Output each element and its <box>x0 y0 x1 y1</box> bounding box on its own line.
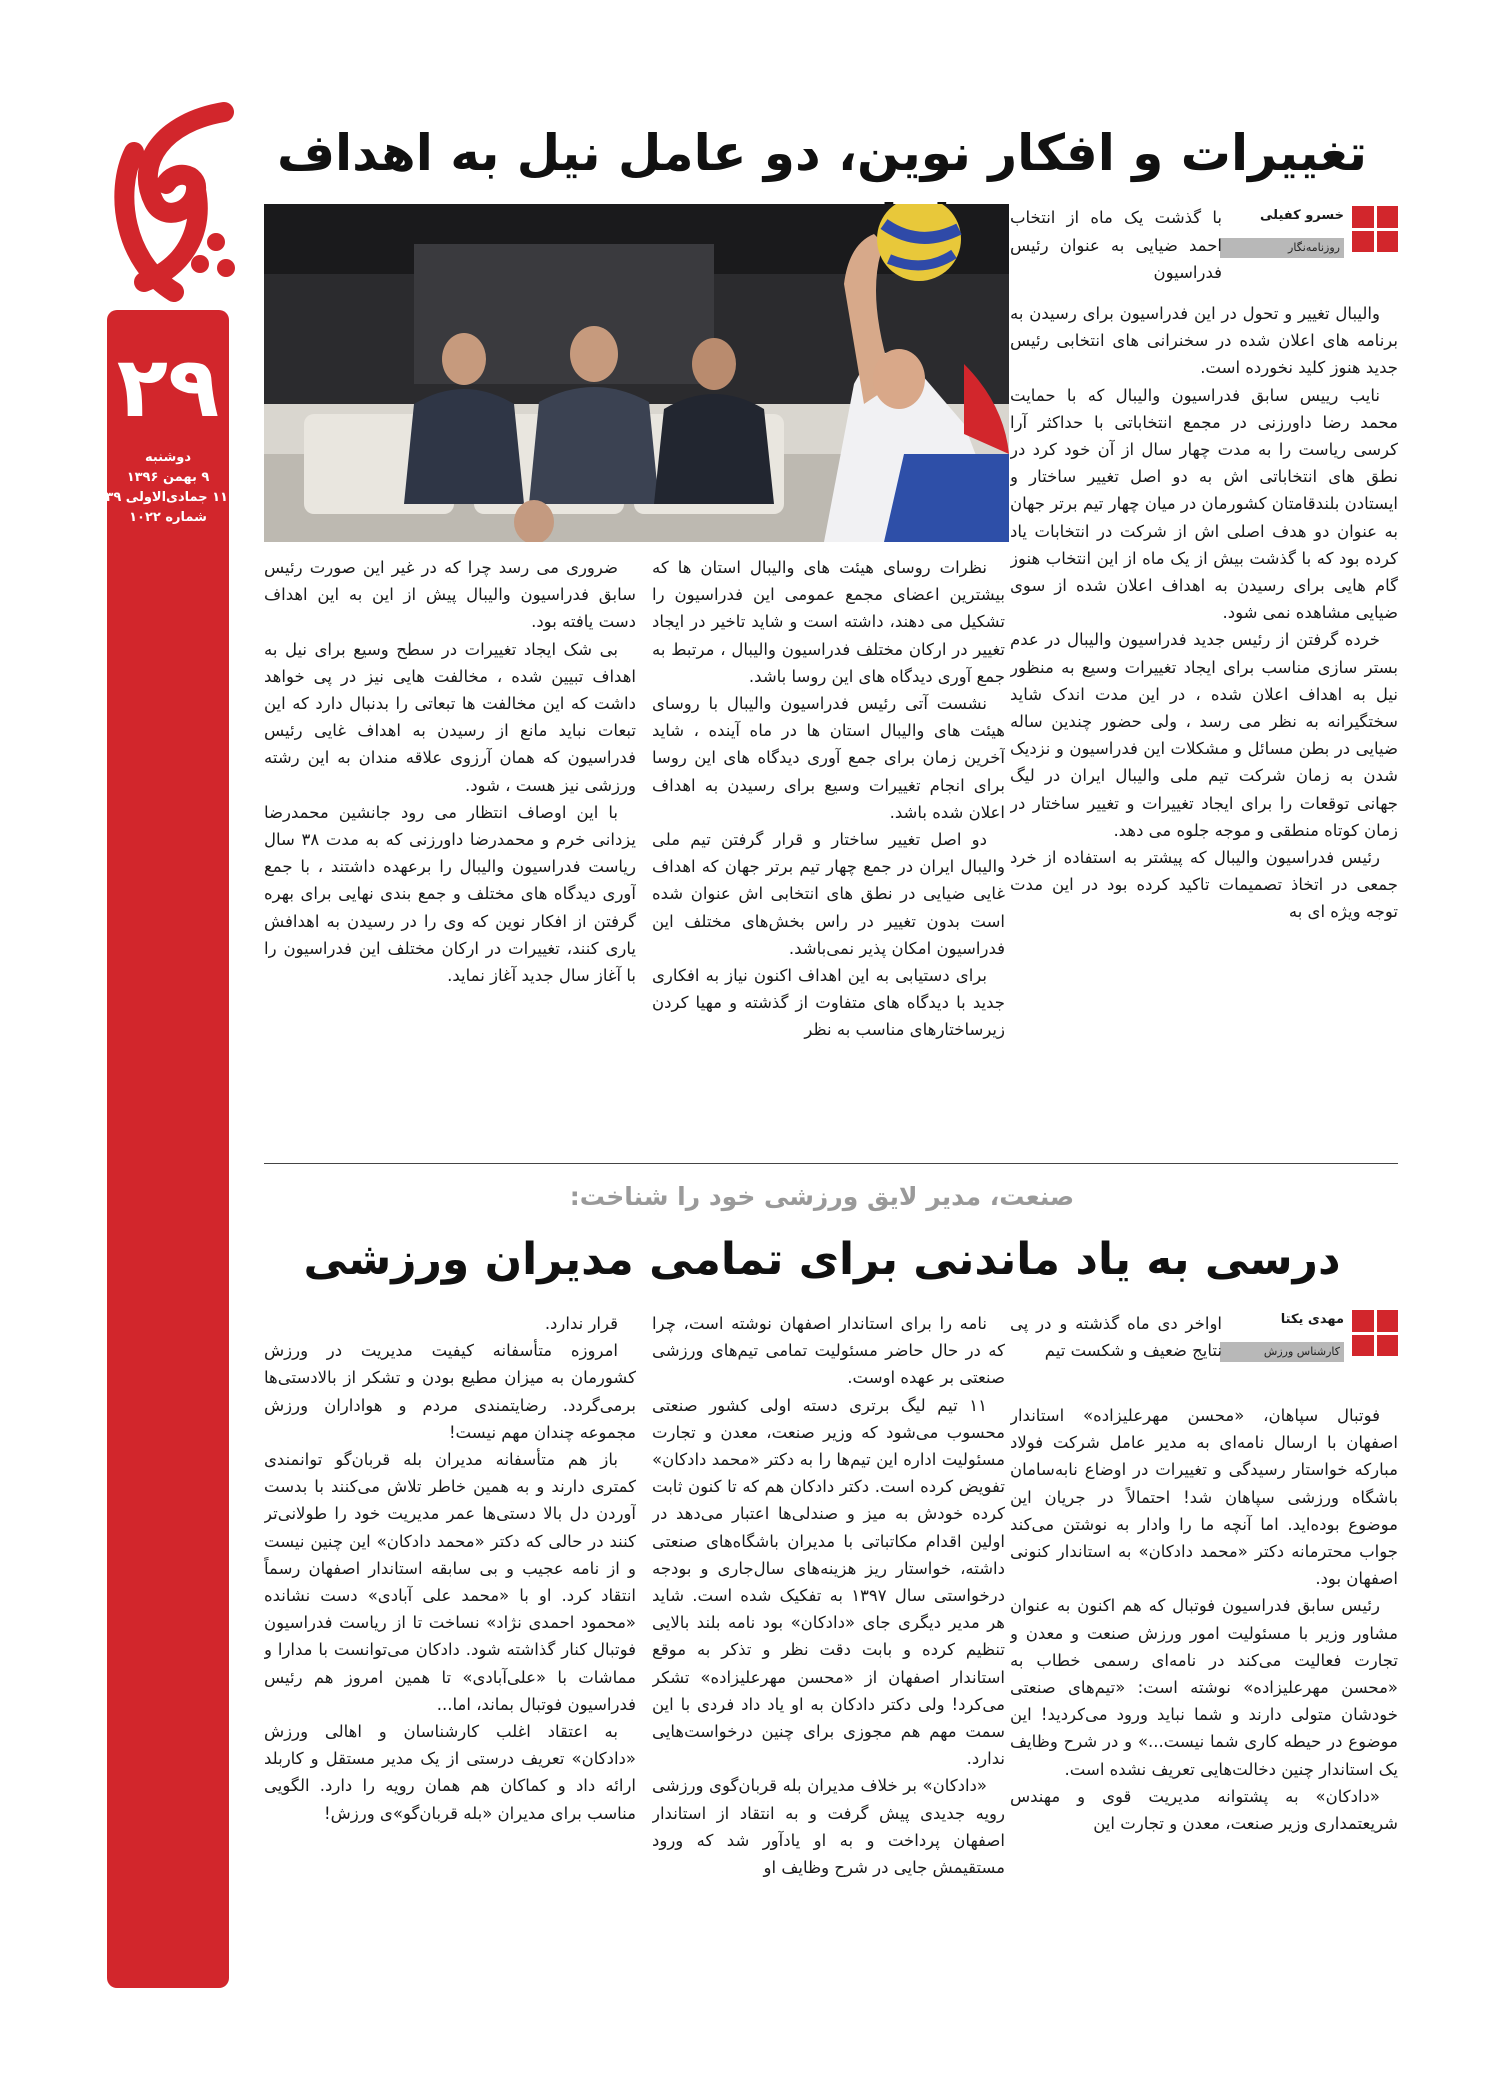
article2-headline: درسی به یاد ماندنی برای تمامی مدیران ورزشی <box>303 1234 1341 1285</box>
article1-byline <box>1222 206 1398 266</box>
paragraph: ضروری می رسد چرا که در غیر این صورت رئیس سابق فدراسیون والیبال پیش از این به این اهداف دست یافته بود. <box>264 558 636 632</box>
paragraph: به اعتقاد اغلب کارشناسان و اهالی ورزش «دادکان» تعریف درستی از یک مدیر مستقل و کاربلد ارائه داد و کماکان هم همان رویه را دارد. الگویی مناسب برای مدیران «بله قربان‌گو»ی ورزش! <box>264 1722 636 1823</box>
paragraph: خرده گرفتن از رئیس جدید فدراسیون والیبال در عدم بستر سازی مناسب برای ایجاد تغییرات وسیع به منظور نیل به اهداف اعلان شده ، در این مدت اندک شاید سختگیرانه به نظر می رسد ، ولی حضور چندین ساله ضیایی در بطن مسائل و مشکلات این فدراسیون و نزدیک شدن به زمان شرکت تیم ملی والیبال ایران در لیگ جهانی توقعات را برای ایجاد تغییرات و تغییر ساختار در زمان کوتاه منطقی و موجه جلوه می دهد. <box>1010 630 1398 840</box>
article1-col-right <box>1010 300 1398 1150</box>
byline-mark-icon <box>1352 1310 1398 1356</box>
article1-lead-text: با گذشت یک ماه از انتخاب احمد ضیایی به عنوان رئیس فدراسیون <box>1010 208 1222 282</box>
shoma-logo <box>104 92 244 307</box>
article1-headline: تغییرات و افکار نوین، دو عامل نیل به اهداف <box>276 124 1368 182</box>
article2-kicker: صنعت، مدیر لایق ورزشی خود را شناخت: <box>569 1182 1075 1211</box>
paragraph: رئیس سابق فدراسیون فوتبال که هم اکنون به عنوان مشاور وزیر با مسئولیت امور ورزش صنعت و معدن و تجارت فعالیت می‌کند در نامه‌ای رسمی خطاب به «محسن مهرعلیزاده» نوشته است: «تیم‌های صنعتی خودشان متولی دارند و شما نباید ورود می‌کردید! این موضوع در حیطه کاری شما نیست...» و در شرح وظایف یک استاندار چنین دخالت‌هایی تعریف نشده است. <box>1010 1596 1398 1779</box>
paragraph: قرار ندارد. <box>544 1314 618 1333</box>
article2-byline <box>1222 1310 1398 1370</box>
weekday: دوشنبه <box>144 450 192 465</box>
paragraph: دو اصل تغییر ساختار و قرار گرفتن تیم ملی والیبال ایران در جمع چهار تیم برتر جهان که اهداف غایی ضیایی در نطق های انتخابی اش عنوان شده است بدون تغییر در راس بخش‌های مختلف این فدراسیون امکان پذیر نمی‌باشد. <box>652 830 1005 958</box>
article2-col-right <box>1010 1402 1398 1992</box>
article1-col-middle <box>652 554 1005 1150</box>
paragraph: رئیس فدراسیون والیبال که پیشتر به استفاده از خرد جمعی در اتخاذ تصمیمات تاکید کرده بود در این مدت توجه ویژه ای به <box>1010 848 1398 922</box>
date-hijri: ۱۱ جمادی‌الاولی ۱۴۳۹ <box>89 490 228 505</box>
issue-label: شماره ۱۰۲۲ <box>129 510 207 525</box>
paragraph: برای دستیابی به این اهداف اکنون نیاز به افکاری جدید با دیدگاه های متفاوت از گذشته و مهیا کردن زیرساختارهای مناسب به نظر <box>652 966 1005 1040</box>
paragraph: والیبال تغییر و تحول در این فدراسیون برای رسیدن به برنامه های اعلان شده در سخنرانی های انتخابی رئیس جدید هنوز کلید نخورده است. <box>1010 304 1398 378</box>
volleyball-photo <box>264 204 1009 542</box>
paragraph: امروزه متأسفانه کیفیت مدیریت در ورزش کشورمان به میزان مطیع بودن و تشکر از بالادستی‌ها برمی‌گردد. رضایتمندی مردم و هواداران ورزش مجموعه چندان مهم نیست! <box>264 1341 636 1442</box>
article2-col-middle <box>652 1310 1005 1992</box>
section-divider <box>264 1163 1398 1164</box>
article1-col-left <box>264 554 636 1150</box>
author-name: مهدی یکتا <box>1280 1312 1344 1327</box>
paragraph: نظرات روسای هیئت های والیبال استان ها که بیشترین اعضای مجمع عمومی این فدراسیون را تشکیل می دهند، داشته است و شاید تاخیر در ایجاد تغییر در ارکان مختلف فدراسیون والیبال ، مرتبط به جمع آوری دیدگاه های این روسا باشد. <box>652 558 1005 686</box>
article2-col-left <box>264 1310 636 1992</box>
issue-meta <box>89 448 228 528</box>
paragraph: با این اوصاف انتظار می رود جانشین محمدرضا یزدانی خرم و محمدرضا داورزنی که به مدت ۳۸ سال ریاست فدراسیون والیبال را برعهده داشتند ، با جمع آوری دیدگاه های مختلف و جمع بندی نهایی برای بهره گرفتن از افکار نوین که وی را در رسیدن به اهدافش یاری کنند، تغییرات در ارکان مختلف این فدراسیون را با آغاز سال جدید آغاز نماید. <box>264 802 636 986</box>
page-number: ۲۹ <box>116 338 220 436</box>
article2-lead <box>1010 1310 1222 1400</box>
paragraph: فوتبال سپاهان، «محسن مهرعلیزاده» استاندار اصفهان با ارسال نامه‌ای به مدیر عامل شرکت فولاد مبارکه خواستار رسیدگی و تغییرات در اوضاع نابه‌سامان باشگاه ورزشی سپاهان شد! احتمالاً در جریان این موضوع بوده‌اید. اما آنچه ما را وادار به نوشتن می‌کند جواب محترمانه دکتر «محمد دادکان» به استاندار کنونی اصفهان بود. <box>1010 1406 1398 1589</box>
author-role: کارشناس ورزش <box>1220 1342 1344 1362</box>
paragraph: «دادکان» به پشتوانه مدیریت قوی و مهندس شریعتمداری وزیر صنعت، معدن و تجارت این <box>1010 1786 1398 1834</box>
author-name: خسرو کفیلی <box>1260 208 1344 223</box>
article1-lead <box>1010 204 1222 294</box>
byline-mark-icon <box>1352 206 1398 252</box>
paragraph: بی شک ایجاد تغییرات در سطح وسیع برای نیل به اهداف تبیین شده ، مخالفت هایی نیز در پی خواهد داشت که این مخالفت ها تبعاتی را بدنبال دارد که این تبعات نباید مانع از رسیدن به اهداف غایی رئیس فدراسیون که همان آرزوی علاقه مندان به این رشته ورزشی نیز هست ، شود. <box>264 639 636 795</box>
paragraph: نشست آتی رئیس فدراسیون والیبال با روسای هیئت های والیبال استان ها در ماه آینده ، شاید آخرین زمان برای جمع آوری دیدگاه های این روسا برای انجام تغییرات وسیع برای رسیدن به اهداف اعلان شده باشد. <box>652 694 1005 822</box>
article2-lead-text: اواخر دی ماه گذشته و در پی نتایج ضعیف و شکست تیم <box>1010 1314 1222 1361</box>
paragraph: «دادکان» بر خلاف مدیران بله قربان‌گوی ورزشی رویه جدیدی پیش گرفت و به انتقاد از استاندار اصفهان پرداخت و به او یادآور شد که ورود مستقیمش جایی در شرح وظایف او <box>652 1776 1005 1878</box>
date-shamsi: ۹ بهمن ۱۳۹۶ <box>126 470 210 485</box>
paragraph: ۱۱ تیم لیگ برتری دسته اولی کشور صنعتی محسوب می‌شود که وزیر صنعت، معدن و تجارت مسئولیت اداره این تیم‌ها را به دکتر «محمد دادکان» تفویض کرده است. دکتر دادکان هم که تا کنون ثابت کرده خودش به میز و صندلی‌ها اعتبار می‌دهد در اولین اقدام مکاتباتی با مدیران باشگاه‌های صنعتی داشته، خواستار ریز هزینه‌های سال‌جاری و بودجه درخواستی سال ۱۳۹۷ به تفکیک شده است. شاید هر مدیر دیگری جای «دادکان» بود نامه بلند بالایی تنظیم کرده و بابت دقت نظر و تذکر به موقع استاندار اصفهان از «محسن مهرعلیزاده» تشکر می‌کرد! ولی دکتر دادکان به او یاد داد فردی با این سمت مهم هم مجوزی برای چنین درخواست‌هایی ندارد. <box>652 1395 1005 1769</box>
paragraph: نایب رییس سابق فدراسیون والیبال که با حمایت محمد رضا داورزنی در مجمع انتخاباتی با حداکثر آرا کرسی ریاست را به مدت چهار سال از آن خود کرد در نطق های انتخاباتی اش به دو اصل تغییر ساختار و ایستادن بلندقامتان کشورمان در میان چهار تیم برتر جهان به عنوان دو هدف اصلی اش از شرکت در انتخابات یاد کرده بود که با گذشت بیش از یک ماه از این انتخاب هنوز گام هایی برای رسیدن به اهداف اعلان شده از سوی ضیایی مشاهده نمی شود. <box>1010 385 1398 623</box>
author-role: روزنامه‌نگار <box>1220 238 1344 258</box>
paragraph: باز هم متأسفانه مدیران بله قربان‌گو توانمندی کمتری دارند و به همین خاطر تلاش می‌کنند با بدست آوردن دل بالا دستی‌ها عمر مدیریت خود را طولانی‌تر کنند در حالی که دکتر «محمد دادکان» این چنین نیست و از نامه عجیب و بی سابقه استاندار اصفهان رسماً انتقاد کرد. او با «محمد علی آبادی» دست نشانده «محمود احمدی نژاد» نساخت تا از ریاست فدراسیون فوتبال کنار گذاشته شود. دادکان می‌توانست با مدارا و مماشات با «علی‌آبادی» تا همین امروز هم رئیس فدراسیون فوتبال بماند، اما... <box>264 1450 636 1714</box>
sidebar-strip <box>89 310 229 1988</box>
paragraph: نامه را برای استاندار اصفهان نوشته است، چرا که در حال حاضر مسئولیت تمامی تیم‌های ورزشی صنعتی بر عهده اوست. <box>652 1314 1005 1388</box>
